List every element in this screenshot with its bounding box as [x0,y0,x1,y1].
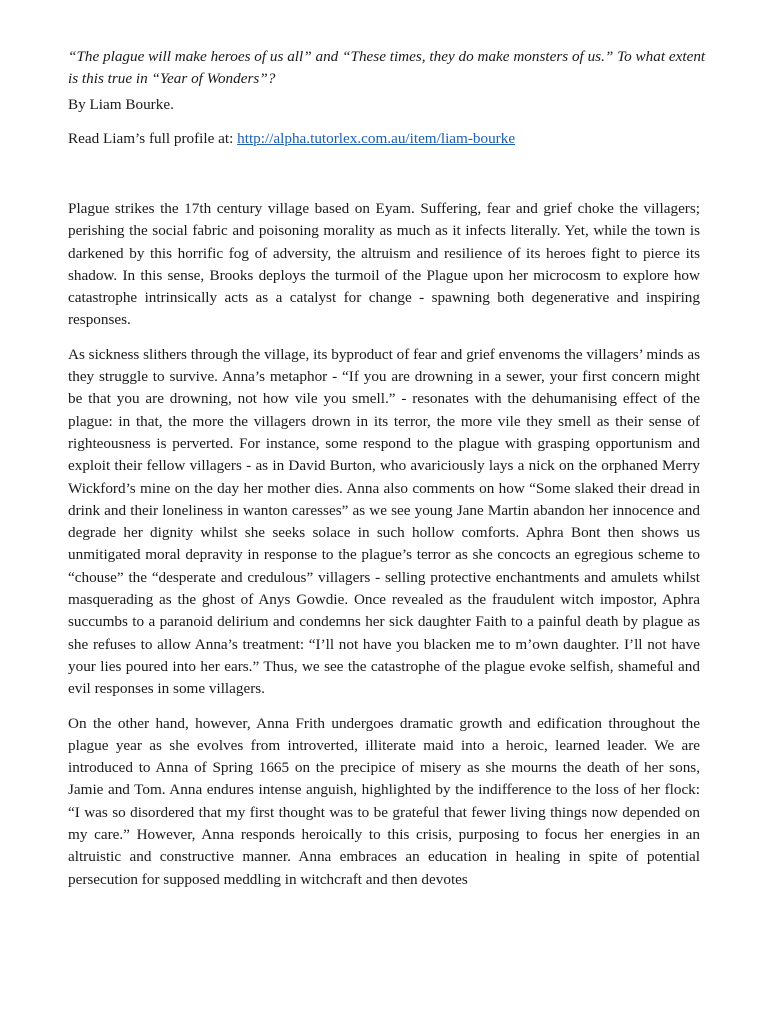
essay-body [68,198,700,903]
author-byline: By Liam Bourke. [68,96,174,113]
profile-prefix: Read Liam’s full profile at: [68,130,238,147]
paragraph-2: As sickness slithers through the village, its byproduct of fear and grief envenoms the villagers’ minds as they struggle to survive. Anna’s metaphor - “If you are drowning in a sewer, your first concern might be that you are drowning, not how vile you smell.” - resonates with the dehumanising effect of the plague: in that, the more the villagers drown in its terror, the more vile they smell as their sense of righteousness is perverted. For instance, some respond to the plague with grasping opportunism and exploit their fellow villagers - as in David Burton, who avariciously lays a nick on the orphaned Merry Wickford’s mine on the day her mother dies. Anna also comments on how “Some slaked their dread in drink and their loneliness in wanton caresses” as we see young Jane Martin abandon her innocence and degrade her dignity whilst she seeks solace in such hollow comforts. Aphra Bont then shows us unmitigated moral depravity in response to the plague’s terror as she concocts an egregious scheme to “chouse” the “desperate and credulous” villagers - selling protective enchantments and amulets whilst masquerading as the ghost of Anys Gowdie. Once revealed as the fraudulent witch impostor, Aphra succumbs to a paranoid delirium and condemns her sick daughter Faith to a painful death by plague as she refuses to allow Anna’s treatment: “I’ll not have you blacken me to m’own daughter. I’ll not have your lies poured into her ears.” Thus, we see the catastrophe of the plague evoke selfish, shameful and evil responses in some villagers. [68,345,700,698]
paragraph-1: Plague strikes the 17th century village based on Eyam. Suffering, fear and grief choke the villagers; perishing the social fabric and poisoning morality as much as it infects literally. Yet, while the town is darkened by this horrific fog of adversity, the altruism and resilience of its heroes fight to pierce its shadow. In this sense, Brooks deploys the turmoil of the Plague upon her microcosm to explore how catastrophe intrinsically acts as a catalyst for change - spawning both degenerative and inspiring responses. [68,200,700,329]
profile-line [68,128,708,150]
paragraph-3: On the other hand, however, Anna Frith undergoes dramatic growth and edification throughout the plague year as she evolves from introverted, illiterate maid into a heroic, learned leader. We are introduced to Anna of Spring 1665 on the precipice of misery as she mourns the death of her sons, Jamie and Tom. Anna endures intense anguish, highlighted by the indifference to the loss of her flock: “I was so disordered that my first thought was to be grateful that fewer living things now depended on my care.” However, Anna responds heroically to this crisis, purposing to focus her energies in an altruistic and constructive manner. Anna embraces an education in healing in spite of potential persecution for supposed meddling in witchcraft and then devotes [68,714,700,888]
profile-link[interactable]: http://alpha.tutorlex.com.au/item/liam-bourke [237,130,516,147]
essay-title: “The plague will make heroes of us all” and “These times, they do make monsters of us.” To what extent is this true in “Year of Wonders”? [68,48,706,87]
